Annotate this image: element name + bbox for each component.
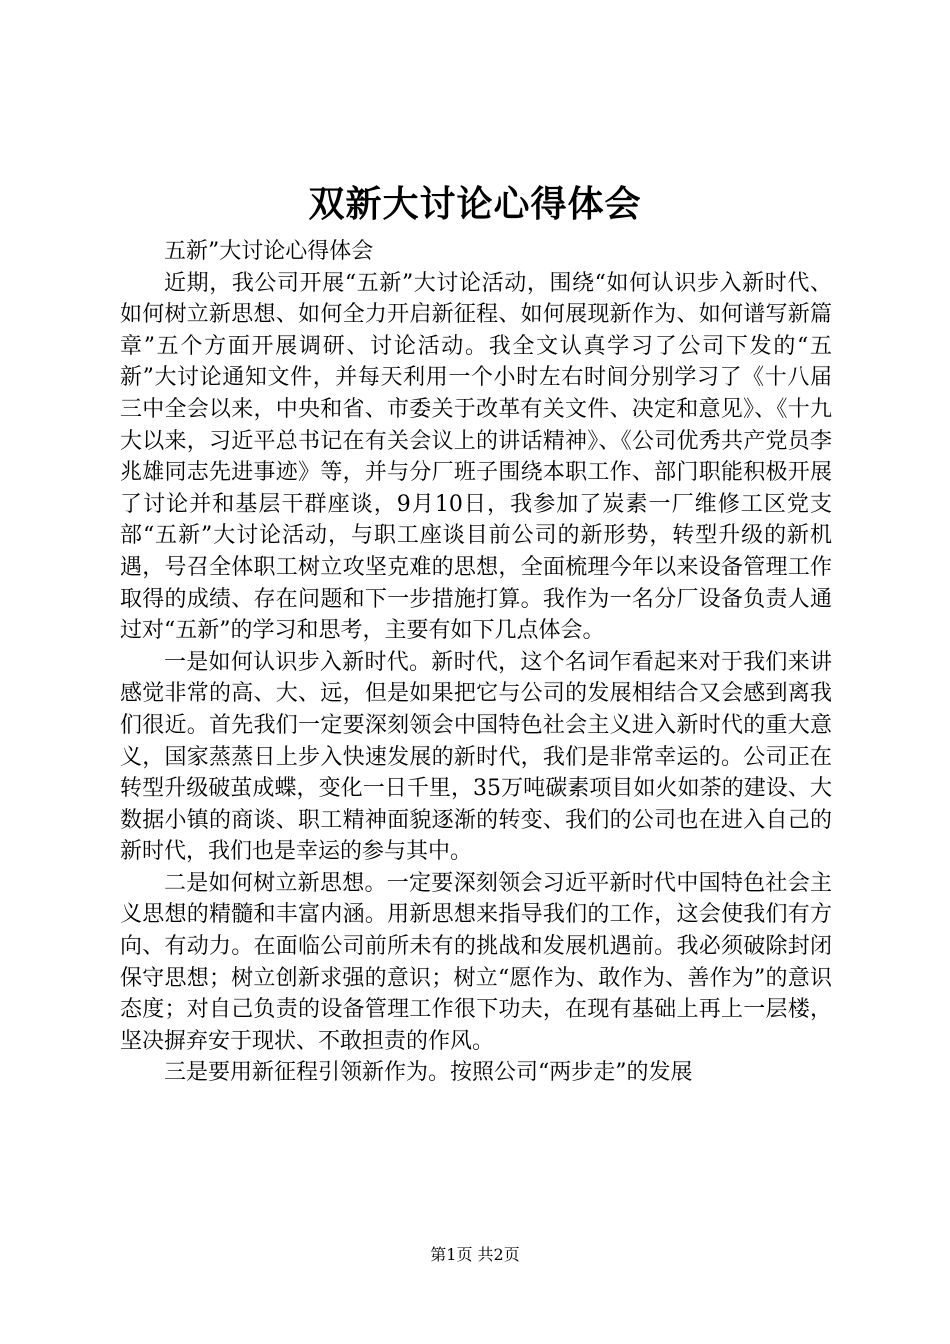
paragraph-point-two: 二是如何树立新思想。一定要深刻领会习近平新时代中国特色社会主义思想的精髓和丰富内涵。用新思想来指导我们的工作，这会使我们有方向、有动力。在面临公司前所未有的挑战和发展机遇前。我必须破除封闭保守思想；树立创新求强的意识；树立“愿作为、敢作为、善作为”的意识态度；对自己负责的设备管理工作很下功夫，在现有基础上再上一层楼，坚决摒弃安于现状、不敢担责的作风。: [120, 870, 832, 1054]
page-number-footer: 第1页 共2页: [430, 1245, 520, 1264]
document-title: 双新大讨论心得体会: [308, 183, 642, 225]
paragraph-subtitle: 五新”大讨论心得体会: [164, 239, 374, 264]
paragraph-intro: 近期，我公司开展“五新”大讨论活动，围绕“如何认识步入新时代、如何树立新思想、如何全力开启新征程、如何展现新作为、如何谱写新篇章”五个方面开展调研、讨论活动。我全文认真学习了公司下发的“五新”大讨论通知文件，并每天利用一个小时左右时间分别学习了《十八届三中全会以来，中央和省、市委关于改革有关文件、决定和意见》、《十九大以来，习近平总书记在有关会议上的讲话精神》、《公司优秀共产党员李兆雄同志先进事迹》等，并与分厂班子围绕本职工作、部门职能积极开展了讨论并和基层干群座谈，9月10日，我参加了炭素一厂维修工区党支部“五新”大讨论活动，与职工座谈目前公司的新形势，转型升级的新机遇，号召全体职工树立攻坚克难的思想，全面梳理今年以来设备管理工作取得的成绩、存在问题和下一步措施打算。我作为一名分厂设备负责人通过对“五新”的学习和思考，主要有如下几点体会。: [120, 270, 832, 644]
document-body: [120, 236, 832, 1089]
paragraph-point-one: 一是如何认识步入新时代。新时代，这个名词乍看起来对于我们来讲感觉非常的高、大、远，但是如果把它与公司的发展相结合又会感到离我们很近。首先我们一定要深刻领会中国特色社会主义进入新时代的重大意义，国家蒸蒸日上步入快速发展的新时代，我们是非常幸运的。公司正在转型升级破茧成蝶，变化一日千里，35万吨碳素项目如火如荼的建设、大数据小镇的商谈、职工精神面貌逐渐的转变、我们的公司也在进入自己的新时代，我们也是幸运的参与其中。: [120, 649, 832, 865]
paragraph-point-three: 三是要用新征程引领新作为。按照公司“两步走”的发展: [164, 1060, 693, 1086]
